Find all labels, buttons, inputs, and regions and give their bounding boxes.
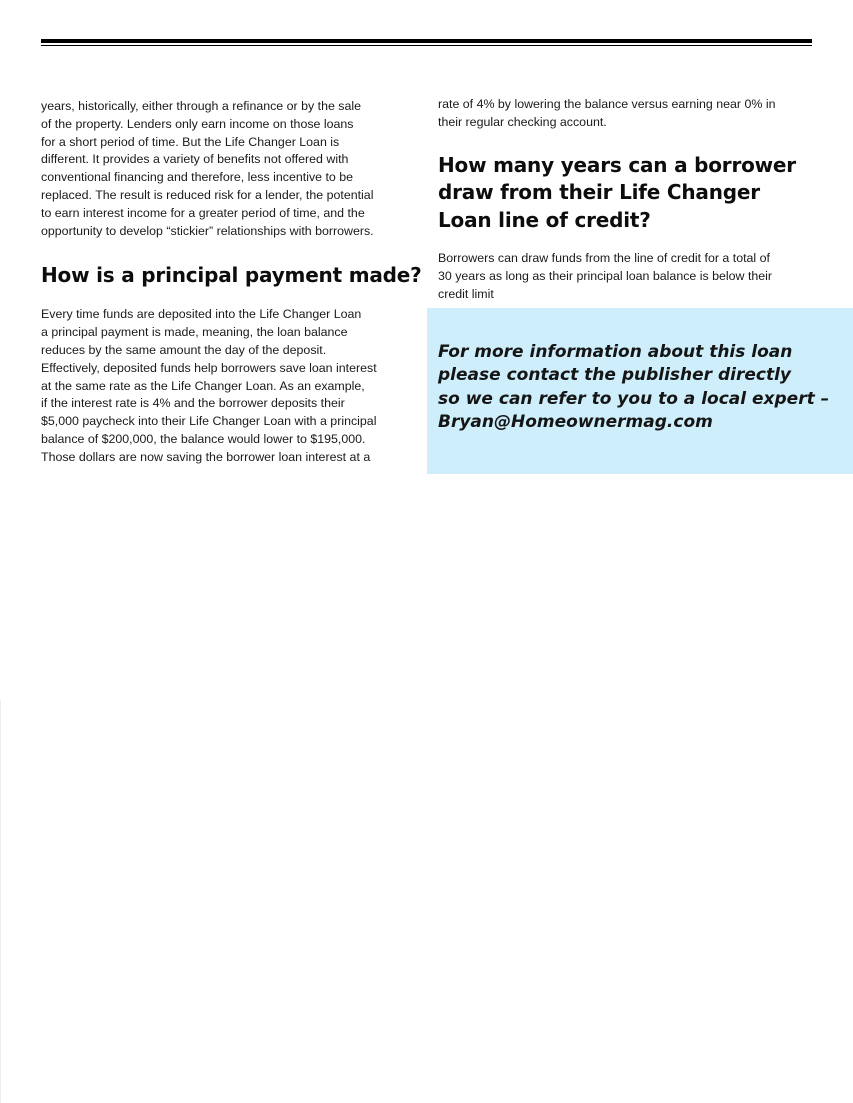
left-column <box>41 98 422 467</box>
continuation-paragraph: rate of 4% by lowering the balance versus earning near 0% in their regular checking account. <box>438 97 776 129</box>
contact-callout-box <box>427 308 853 474</box>
page-edge-line <box>0 700 1 1103</box>
principal-payment-paragraph: Every time funds are deposited into the Life Changer Loan a principal payment is made, meaning, the loan balance reduces by the same amount the day of the deposit. Effectively, deposited funds help borrowers save loan interest at the same rate as the Life Changer Loan. As an example, if the interest rate is 4% and the borrower deposits their $5,000 paycheck into their Life Changer Loan with a principal balance of $200,000, the balance would lower to $195,000. Those dollars are now saving the borrower loan interest at a <box>41 307 377 464</box>
draw-years-paragraph: Borrowers can draw funds from the line of credit for a total of 30 years as long as their principal loan balance is below their credit limit <box>438 251 773 301</box>
intro-paragraph: years, historically, either through a refinance or by the sale of the property. Lenders only earn income on those loans for a short period of time. But the Life Changer Loan is different. It provides a variety of benefits not offered with conventional financing and therefore, less incentive to be replaced. The result is reduced risk for a lender, the potential to earn interest income for a greater period of time, and the opportunity to develop “stickier” relationships with borrowers. <box>41 99 374 238</box>
header-rule-thin <box>41 45 812 46</box>
principal-payment-heading: How is a principal payment made? <box>41 263 422 288</box>
contact-callout-text: For more information about this loan please contact the publisher directly so we can refer to you to a local expert – Bryan@Homeownermag.com <box>438 342 830 432</box>
right-column <box>438 96 816 303</box>
draw-years-heading: How many years can a borrower draw from their Life Changer Loan line of credit? <box>438 152 796 232</box>
header-rule-thick <box>41 39 812 43</box>
